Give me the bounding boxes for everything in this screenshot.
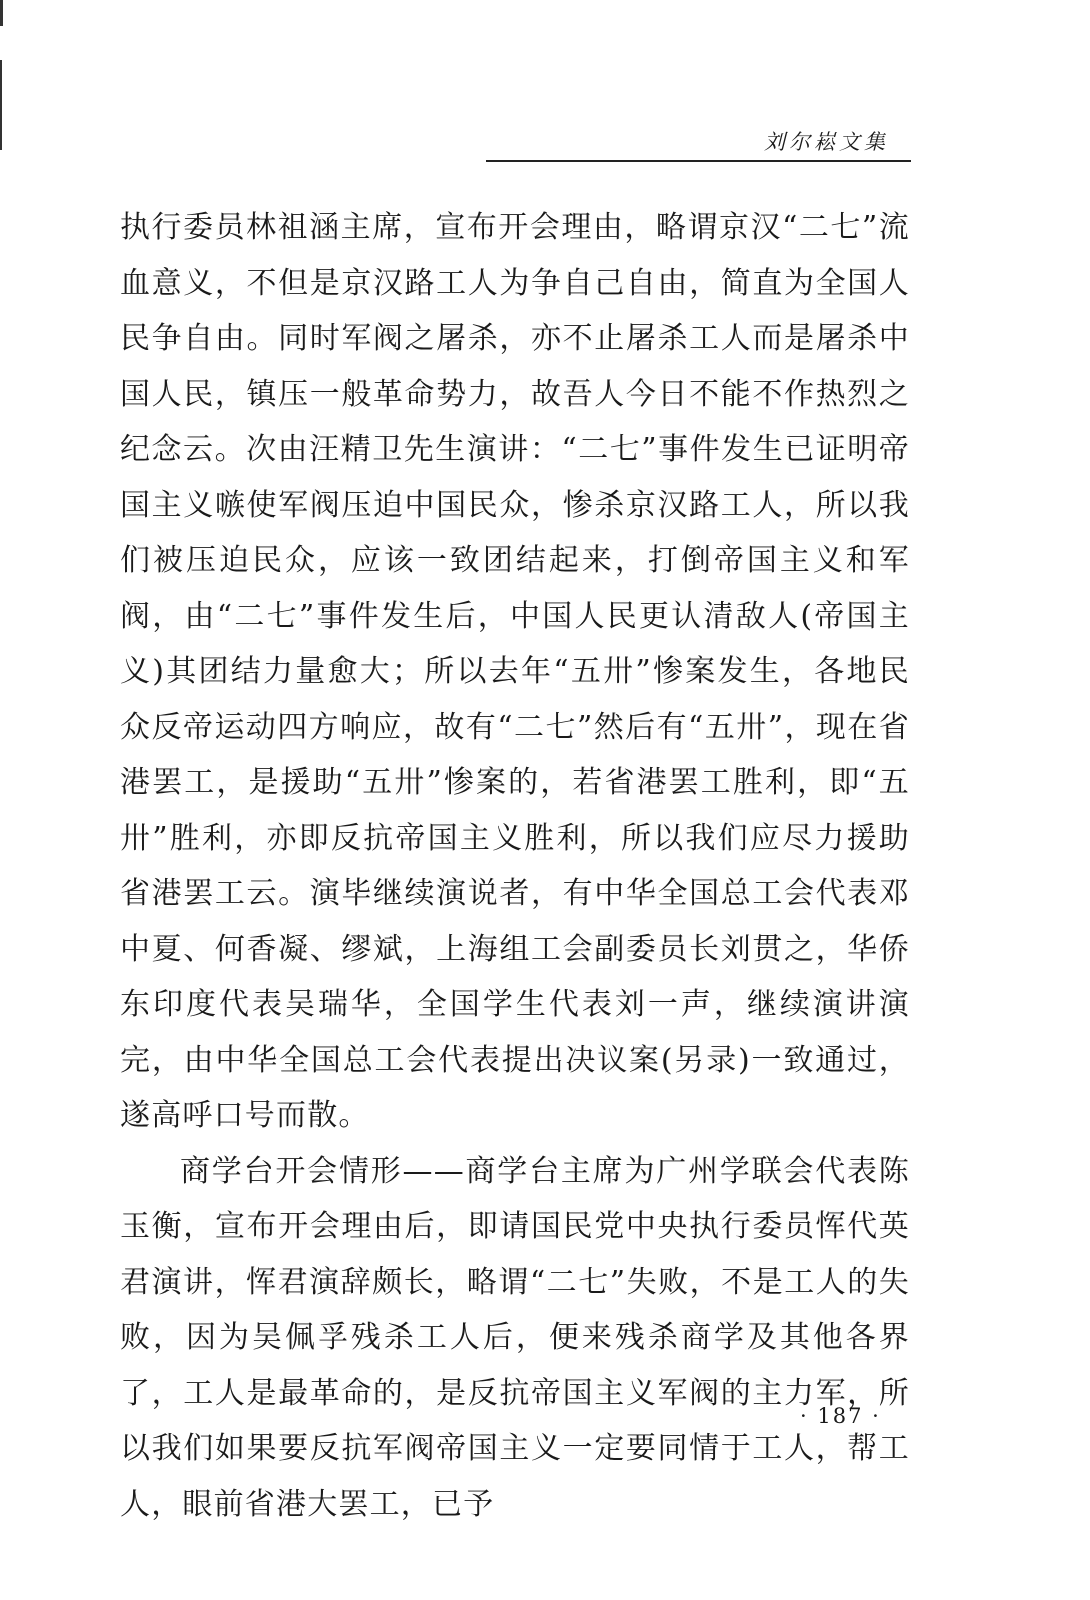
- running-header: [486, 122, 911, 162]
- paragraph: 执行委员林祖涵主席，宣布开会理由，略谓京汉“二七”流血意义，不但是京汉路工人为争自己自由，简直为全国人民争自由。同时军阀之屠杀，亦不止屠杀工人而是屠杀中国人民，镇压一般革命势力，故吾人今日不能不作热烈之纪念云。次由汪精卫先生演讲：“二七”事件发生已证明帝国主义嗾使军阀压迫中国民众，惨杀京汉路工人，所以我们被压迫民众，应该一致团结起来，打倒帝国主义和军阀，由“二七”事件发生后，中国人民更认清敌人(帝国主义)其团结力量愈大；所以去年“五卅”惨案发生，各地民众反帝运动四方响应，故有“二七”然后有“五卅”，现在省港罢工，是援助“五卅”惨案的，若省港罢工胜利，即“五卅”胜利，亦即反抗帝国主义胜利，所以我们应尽力援助省港罢工云。演毕继续演说者，有中华全国总工会代表邓中夏、何香凝、缪斌，上海组工会副委员长刘贯之，华侨东印度代表吴瑞华，全国学生代表刘一声，继续演讲演完，由中华全国总工会代表提出决议案(另录)一致通过，遂高呼口号而散。: [120, 210, 910, 1133]
- running-title: 刘尔崧文集: [764, 130, 889, 154]
- page-number: · 187 ·: [800, 1404, 881, 1428]
- scan-edge-mark: [0, 0, 3, 26]
- scan-edge-mark: [0, 60, 2, 150]
- body-text: [120, 200, 910, 1532]
- paragraph: 商学台开会情形——商学台主席为广州学联会代表陈玉衡，宣布开会理由后，即请国民党中央执行委员恽代英君演讲，恽君演辞颇长，略谓“二七”失败，不是工人的失败，因为吴佩孚残杀工人后，便来残杀商学及其他各界了，工人是最革命的，是反抗帝国主义军阀的主力军，所以我们如果要反抗军阀帝国主义一定要同情于工人，帮工人，眼前省港大罢工，已予: [120, 1153, 910, 1522]
